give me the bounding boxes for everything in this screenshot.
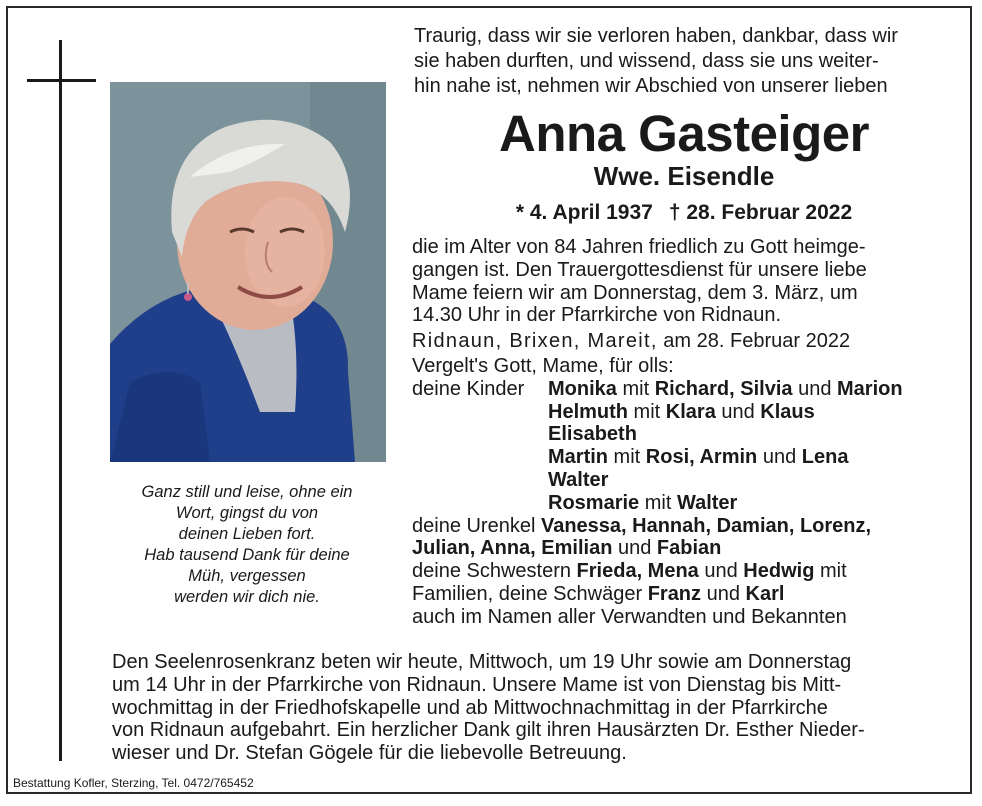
family-children-line bbox=[412, 423, 957, 446]
family-name: Lena bbox=[801, 446, 849, 469]
intro-line: Traurig, dass wir sie verloren haben, dankbar, dass wir bbox=[414, 25, 898, 47]
notice-line: Den Seelenrosenkranz beten wir heute, Mittwoch, um 19 Uhr sowie am Donnerstag bbox=[112, 651, 852, 673]
family-name: Vanessa, Hannah, Damian, Lorenz, bbox=[540, 514, 872, 537]
family-children-line bbox=[412, 492, 957, 515]
cross-icon-vertical bbox=[59, 40, 62, 761]
cross-icon-horizontal bbox=[27, 79, 96, 82]
family-name: Klaus bbox=[760, 400, 815, 423]
notice-line: um 14 Uhr in der Pfarrkirche von Ridnaun. Unsere Mame ist von Dienstag bis Mitt- bbox=[112, 673, 842, 696]
family-name: Hedwig bbox=[743, 560, 815, 583]
family-grandchildren-line bbox=[412, 515, 957, 538]
family-conj: mit bbox=[639, 491, 677, 514]
notice-line: wochmittag in der Friedhofskapelle und ab Mittwochnachmittag in der Pfarrkirche bbox=[112, 696, 828, 719]
family-conj: und bbox=[715, 400, 761, 423]
family-name: Franz bbox=[647, 582, 702, 605]
maiden-name: Wwe. Eisendle bbox=[593, 161, 775, 191]
birth-date: * 4. April 1937 bbox=[515, 201, 653, 224]
family-name: Fabian bbox=[656, 537, 722, 560]
family-name: Helmuth bbox=[548, 400, 628, 423]
family-children-line bbox=[412, 378, 957, 401]
family-name: Martin bbox=[548, 446, 608, 469]
thanks-line: Vergelt's Gott, Mame, für olls: bbox=[412, 354, 674, 377]
family-conj: mit bbox=[616, 377, 655, 400]
notice-line: von Ridnaun aufgebahrt. Ein herzlicher Dank gilt ihren Hausärzten Dr. Esther Nieder- bbox=[112, 719, 865, 742]
family-name: Richard, Silvia bbox=[654, 377, 793, 400]
family-children-line bbox=[412, 446, 957, 469]
poem-line: Ganz still und leise, ohne ein bbox=[141, 483, 353, 501]
portrait-photo bbox=[110, 82, 386, 462]
family-lead: deine Schwestern bbox=[412, 560, 577, 583]
family-conj: und bbox=[792, 377, 838, 400]
poem-line: werden wir dich nie. bbox=[174, 588, 320, 606]
family-grandchildren-line bbox=[412, 537, 957, 560]
family-conj: mit bbox=[628, 400, 666, 423]
notice-line: wieser und Dr. Stefan Gögele für die liebevolle Betreuung. bbox=[112, 742, 627, 765]
funeral-home-credit: Bestattung Kofler, Sterzing, Tel. 0472/765452 bbox=[13, 776, 254, 790]
announcement-line: die im Alter von 84 Jahren friedlich zu Gott heimge- bbox=[412, 236, 866, 258]
intro-text bbox=[414, 24, 954, 99]
family-name: Elisabeth bbox=[548, 423, 637, 446]
intro-line: hin nahe ist, nehmen wir Abschied von unserer lieben bbox=[414, 75, 888, 97]
family-conj: und bbox=[698, 560, 744, 583]
announcement-date: am 28. Februar 2022 bbox=[657, 330, 851, 353]
family-name: Marion bbox=[837, 377, 903, 400]
family-conj: und bbox=[612, 537, 657, 560]
announcement-line: Mame feiern wir am Donnerstag, dem 3. März, um bbox=[412, 281, 858, 304]
announcement-line: 14.30 Uhr in der Pfarrkirche von Ridnaun. bbox=[412, 304, 782, 327]
death-date: † 28. Februar 2022 bbox=[668, 201, 853, 224]
family-children-line bbox=[412, 401, 957, 424]
poem-line: deinen Lieben fort. bbox=[178, 525, 316, 543]
family-name: Frieda, Mena bbox=[576, 560, 699, 583]
family-name: Julian, Anna, Emilian bbox=[412, 537, 613, 560]
family-lead: Familien, deine Schwäger bbox=[412, 582, 648, 605]
family-conj: und bbox=[757, 446, 802, 469]
family-conj: mit bbox=[814, 560, 847, 583]
poem-line: Wort, gingst du von bbox=[175, 504, 319, 522]
announcement-line: gangen ist. Den Trauergottesdienst für unsere liebe bbox=[412, 258, 867, 281]
intro-line: sie haben durften, und wissend, dass sie uns weiter- bbox=[414, 50, 879, 72]
family-conj: und bbox=[701, 582, 746, 605]
poem-line: Müh, vergessen bbox=[188, 567, 306, 585]
family-sisters-line bbox=[412, 560, 957, 583]
place-names: Ridnaun, Brixen, Mareit, bbox=[412, 330, 658, 353]
family-name: Walter bbox=[676, 491, 738, 514]
rosary-notice bbox=[112, 651, 957, 765]
life-dates bbox=[414, 199, 954, 227]
family-name: Monika bbox=[548, 377, 617, 400]
place-date-line bbox=[412, 330, 957, 353]
family-name: Rosmarie bbox=[548, 491, 640, 514]
family-lead: deine Kinder bbox=[412, 377, 525, 400]
announcement-body bbox=[412, 236, 957, 629]
family-name: Rosi, Armin bbox=[645, 446, 758, 469]
family-lead: deine Urenkel bbox=[412, 514, 541, 537]
relatives-line: auch im Namen aller Verwandten und Bekannten bbox=[412, 605, 847, 628]
family-name: Walter bbox=[548, 468, 609, 491]
deceased-name: Anna Gasteiger bbox=[499, 105, 869, 162]
family-inlaws-line bbox=[412, 583, 957, 606]
family-name: Karl bbox=[745, 582, 785, 605]
family-name: Klara bbox=[665, 400, 716, 423]
family-conj: mit bbox=[608, 446, 646, 469]
poem-line: Hab tausend Dank für deine bbox=[144, 546, 350, 564]
memorial-poem bbox=[108, 482, 386, 608]
family-children-line bbox=[412, 469, 957, 492]
